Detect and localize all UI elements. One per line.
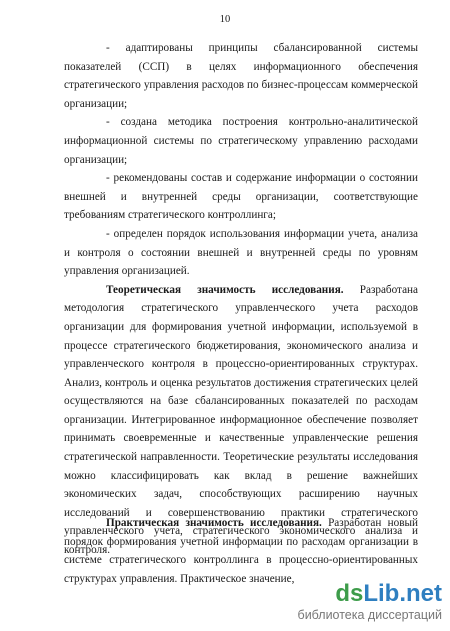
text-block-1: [64, 39, 418, 560]
section-heading: Практическая значимость исследования.: [106, 517, 322, 529]
paragraph-text: Разработан новый порядок формирования учетной информации по расходам организации в системе стратегического контроллинга в процессно-ориентированных структурах управления. Практическое значение,: [64, 517, 418, 585]
watermark: [272, 581, 442, 625]
practical-significance-paragraph: [64, 514, 418, 588]
bullet-paragraph: - определен порядок использования информации учета, анализа и контроля о состоянии внешней и внутренней среды по уровням управления организацией.: [64, 227, 418, 278]
text-block-2: [64, 514, 418, 588]
bullet-paragraph: - создана методика построения контрольно-аналитической информационной системы по стратегическому управлению расходами организации;: [64, 116, 418, 166]
section-heading: Теоретическая значимость исследования.: [106, 283, 344, 296]
bullet-paragraph: - рекомендованы состав и содержание информации о состоянии внешней и внутренней среды организации, соответствующие требованиям стратегического контроллинга;: [64, 172, 418, 222]
paragraph-text: Разработана методология стратегического управленческого учета расходов организации для формирования учетной информации, используемой в процессе стратегического бюджетирования, экономического анализа и управленческого контроля в процессно-ориентированных структурах. Анализ, контроль и оценка результатов достижения стратегических целей осуществляются на базе сбалансированных показателей по расходам организации. Интегрированное информационное обеспечение позволяет принимать своевременные и качественные управленческие решения стратегической направленности. Теоретические результаты исследования можно классифицировать как вклад в решение важнейших экономических задач, способствующих расширению научных исследований и совершенствованию практики стратегического управленческого учета, стратегического экономического анализа и контроля.: [64, 283, 418, 557]
watermark-subtitle: библиотека диссертаций: [297, 608, 442, 622]
bullet-paragraph: - адаптированы принципы сбалансированной системы показателей (ССП) в целях информационного обеспечения стратегического управления расходов по бизнес-процессам коммерческой организации;: [64, 42, 418, 110]
logo-suffix: Lib.net: [363, 580, 442, 607]
logo-prefix: ds: [335, 580, 364, 607]
page-number: 10: [219, 14, 231, 25]
dslib-logo: [322, 581, 442, 607]
